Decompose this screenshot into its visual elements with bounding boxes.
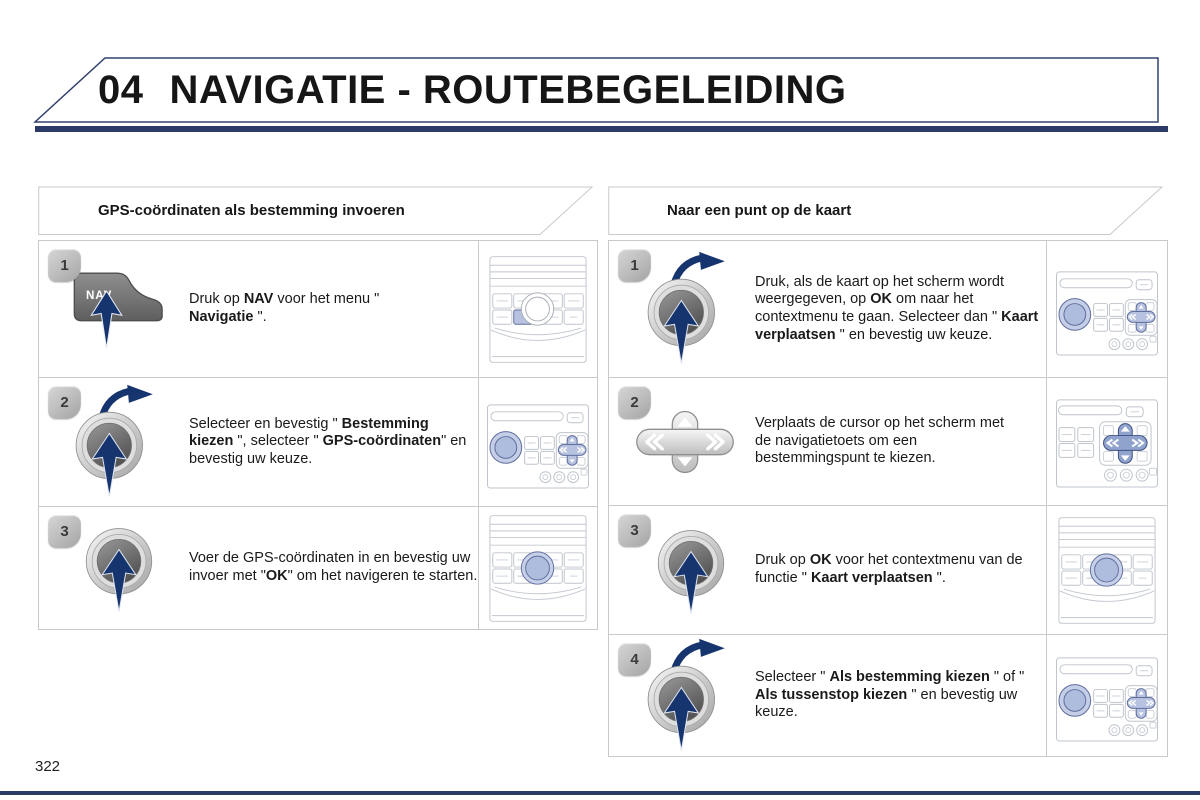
radio-thumbnail bbox=[1046, 506, 1167, 634]
step-instruction: Druk op NAV voor het menu " Navigatie ". bbox=[189, 291, 380, 325]
step-row bbox=[609, 506, 1167, 635]
press-knob-icon bbox=[653, 523, 729, 617]
step-row bbox=[39, 507, 597, 629]
radio-faceplate-knob-dpad-highlight bbox=[1055, 646, 1159, 745]
step-row bbox=[39, 378, 597, 507]
step-instruction: Druk, als de kaart op het scherm wordt weergegeven, op OK om naar het contextmenu te gaan. Selecteer dan " Kaart verplaatsen " en bevestig uw keuze. bbox=[755, 273, 1039, 343]
step-text-zone bbox=[189, 378, 478, 506]
header-rule bbox=[35, 126, 1168, 132]
step-instruction: Selecteer en bevestig " Bestemming kiezen ", selecteer " GPS-coördinaten" en bevestig uw keuze. bbox=[189, 415, 467, 467]
step-number-badge: 2 bbox=[48, 386, 81, 419]
gps-coordinates-steps-table bbox=[38, 240, 598, 630]
step-number-badge: 1 bbox=[48, 249, 81, 282]
page-title bbox=[98, 58, 847, 122]
chapter-title: NAVIGATIE - ROUTEBEGELEIDING bbox=[169, 67, 847, 112]
radio-faceplate-knob-highlight bbox=[488, 509, 588, 628]
step-instruction: Verplaats de cursor op het scherm met de navigatietoets om een bestemmingspunt te kiezen. bbox=[755, 415, 1005, 467]
bottom-rule bbox=[0, 791, 1200, 795]
step-number-badge: 4 bbox=[618, 643, 651, 676]
step-text-zone bbox=[755, 506, 1046, 634]
step-text-zone bbox=[755, 241, 1046, 377]
radio-thumbnail bbox=[478, 241, 597, 377]
step-instruction: Selecteer " Als bestemming kiezen " of " Als tussenstop kiezen " en bevestig uw keuze. bbox=[755, 669, 1025, 721]
radio-faceplate-knob-dpad-highlight bbox=[486, 393, 590, 492]
radio-thumbnail bbox=[478, 378, 597, 506]
chapter-number: 04 bbox=[98, 67, 144, 112]
radio-thumbnail bbox=[478, 507, 597, 629]
radio-faceplate-dpad-highlight bbox=[1055, 392, 1159, 491]
step-row bbox=[609, 378, 1167, 506]
radio-faceplate-nav-highlight bbox=[488, 250, 588, 369]
radio-thumbnail bbox=[1046, 241, 1167, 377]
page-number: 322 bbox=[35, 758, 61, 775]
nav-key-icon bbox=[70, 266, 170, 352]
dpad-icon bbox=[634, 409, 736, 475]
step-text-zone bbox=[189, 507, 478, 629]
radio-faceplate-knob-dpad-highlight bbox=[1055, 260, 1159, 359]
press-knob-icon bbox=[81, 521, 157, 615]
step-row bbox=[609, 241, 1167, 378]
rotate-knob-icon bbox=[643, 638, 735, 754]
rotate-knob-icon bbox=[71, 384, 163, 500]
step-text-zone bbox=[755, 635, 1046, 756]
radio-faceplate-knob-highlight bbox=[1057, 511, 1157, 630]
step-instruction: Voer de GPS-coördinaten in en bevestig uw invoer met "OK" om het navigeren te starten. bbox=[189, 550, 478, 584]
right-column-header: Naar een punt op de kaart bbox=[667, 202, 852, 219]
step-instruction: Druk op OK voor het contextmenu van de functie " Kaart verplaatsen ". bbox=[755, 552, 1023, 586]
step-text-zone bbox=[755, 378, 1046, 505]
step-number-badge: 3 bbox=[48, 515, 81, 548]
point-on-map-steps-table bbox=[608, 240, 1168, 757]
left-column-header: GPS-coördinaten als bestemming invoeren bbox=[98, 202, 405, 219]
step-row bbox=[609, 635, 1167, 756]
step-number-badge: 3 bbox=[618, 514, 651, 547]
radio-thumbnail bbox=[1046, 378, 1167, 505]
rotate-knob-icon bbox=[643, 251, 735, 367]
radio-thumbnail bbox=[1046, 635, 1167, 756]
step-text-zone bbox=[189, 241, 478, 377]
step-number-badge: 2 bbox=[618, 386, 651, 419]
step-number-badge: 1 bbox=[618, 249, 651, 282]
step-row bbox=[39, 241, 597, 378]
